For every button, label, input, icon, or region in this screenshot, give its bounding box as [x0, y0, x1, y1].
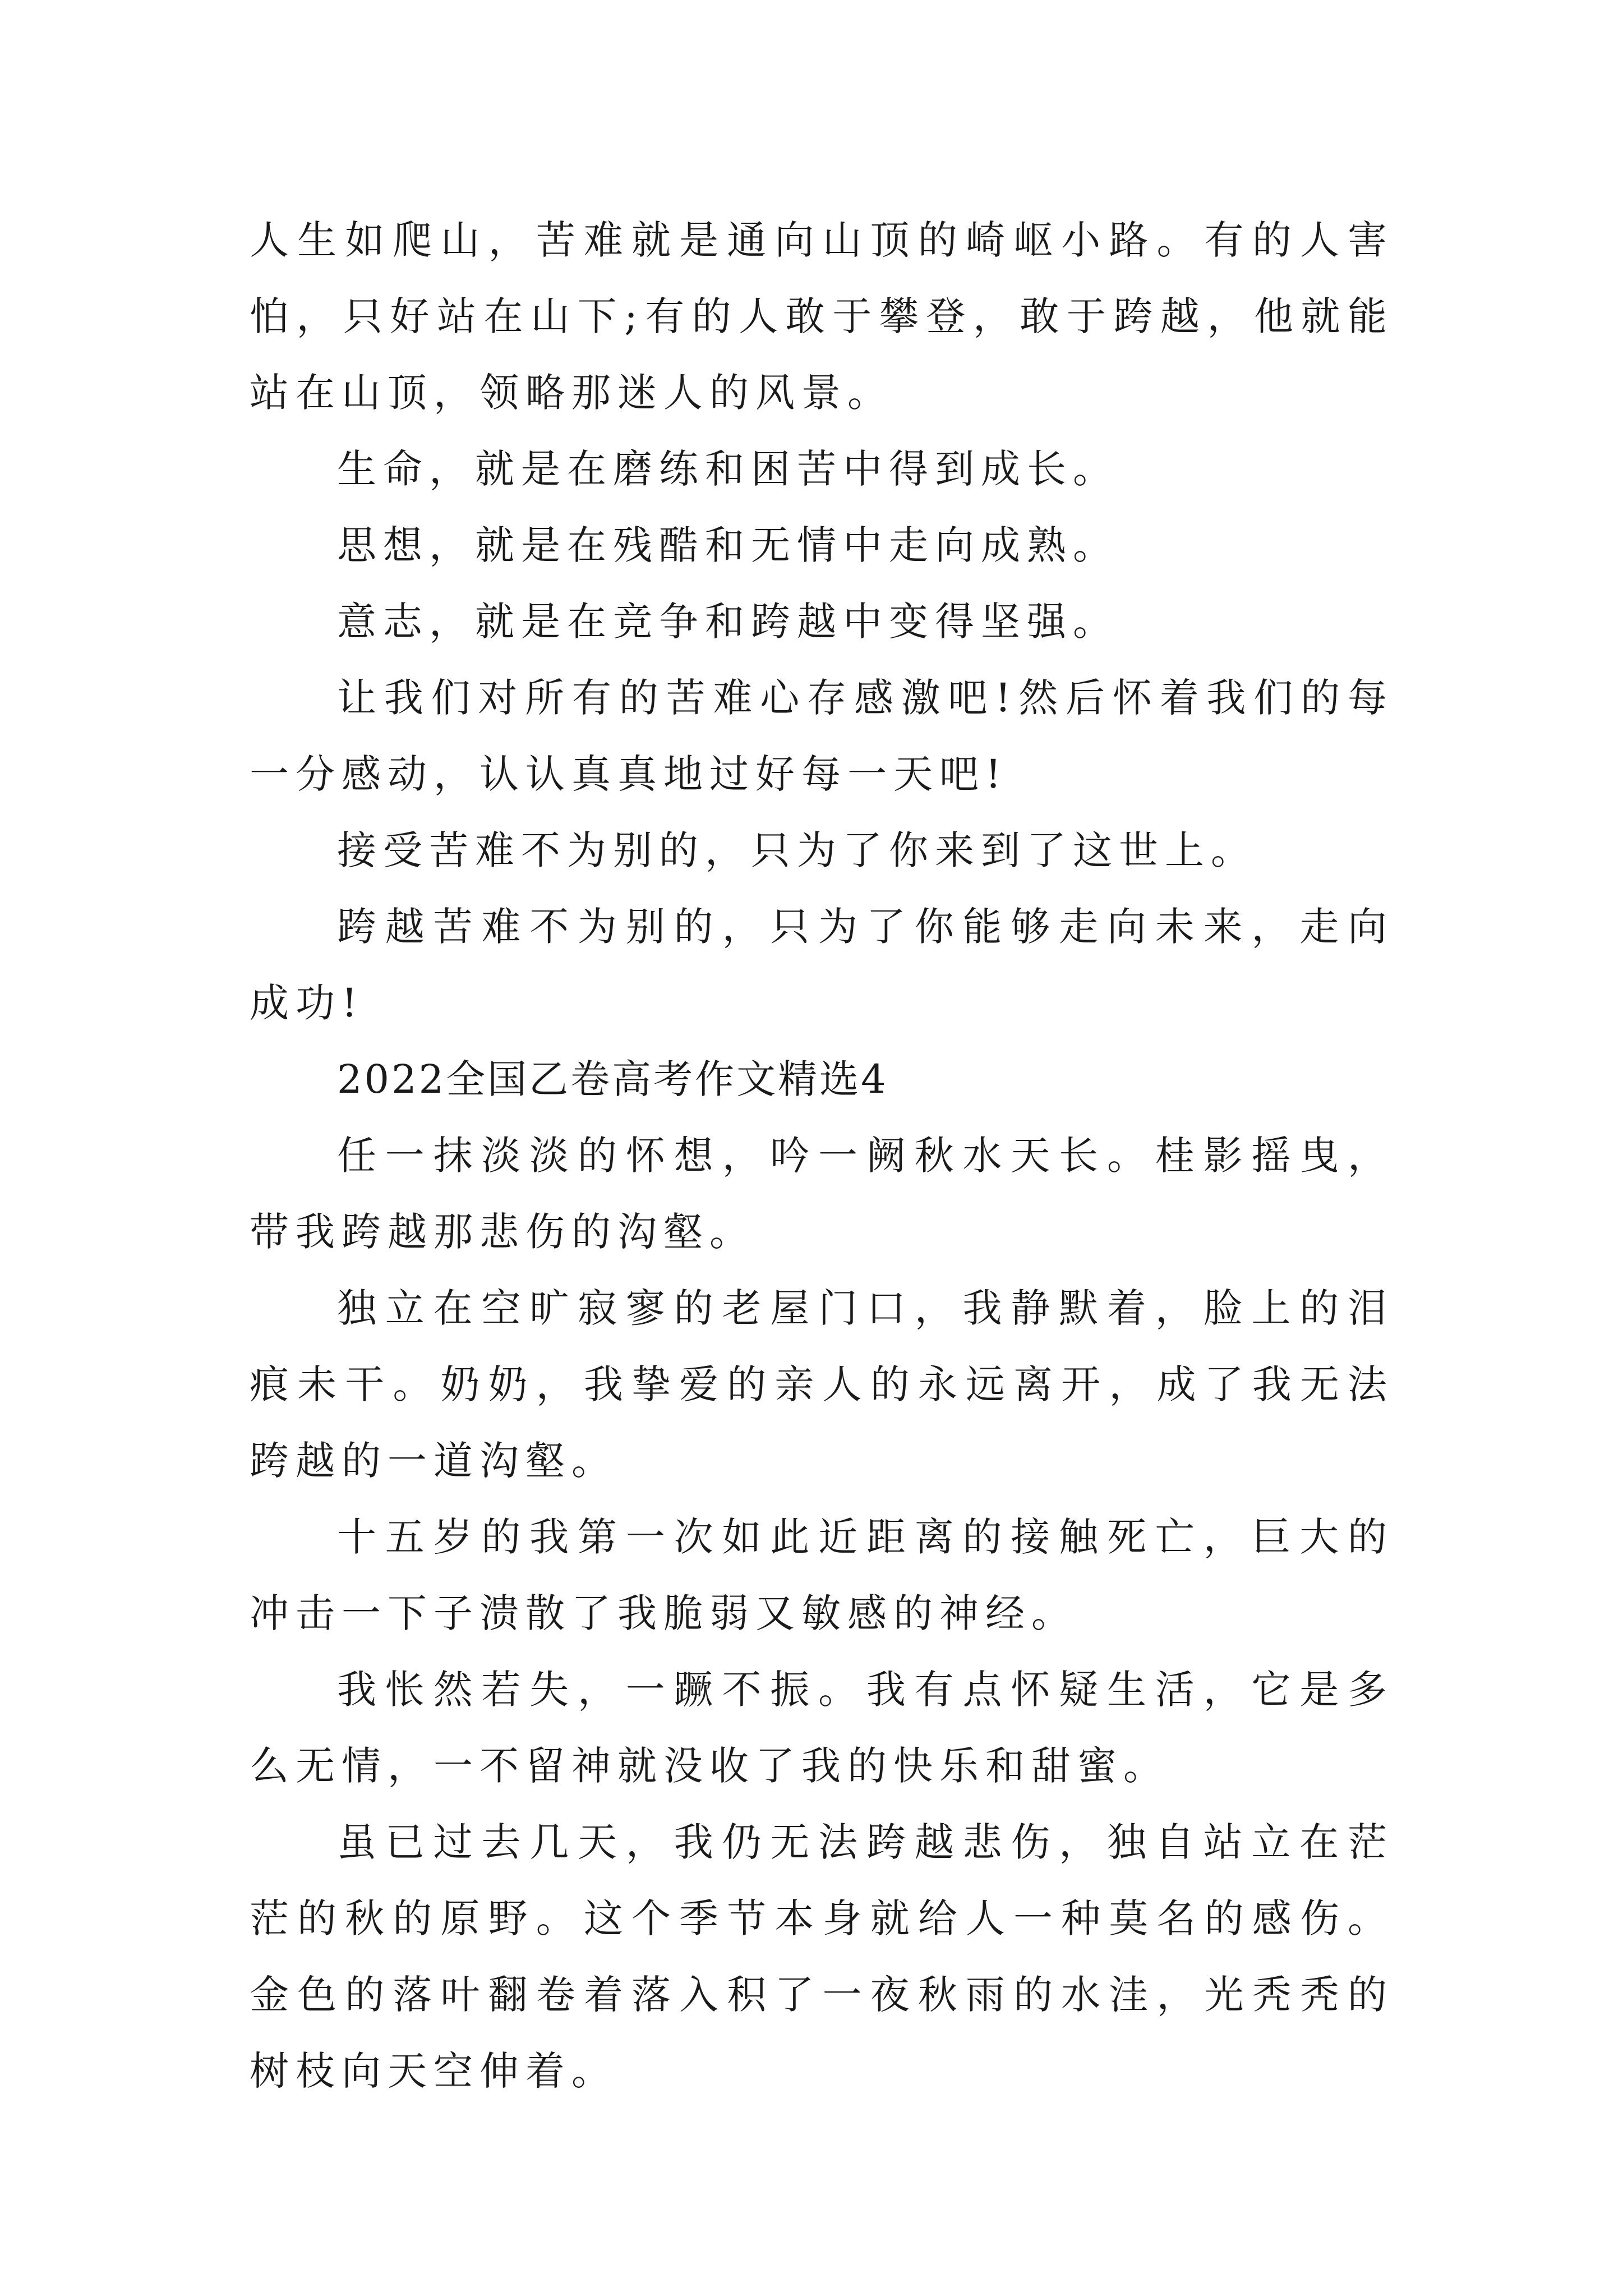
paragraph: 任一抹淡淡的怀想，吟一阙秋水天长。桂影摇曳，带我跨越那悲伤的沟壑。 — [250, 1133, 1394, 1255]
paragraph: 独立在空旷寂寥的老屋门口，我静默着，脸上的泪痕未干。奶奶，我挚爱的亲人的永远离开，成了我无法跨越的一道沟壑。 — [250, 1285, 1394, 1484]
paragraph: 跨越苦难不为别的，只为了你能够走向未来，走向成功! — [250, 904, 1394, 1026]
paragraph: 人生如爬山，苦难就是通向山顶的崎岖小路。有的人害怕，只好站在山下;有的人敢于攀登，敢于跨越，他就能站在山顶，领略那迷人的风景。 — [250, 217, 1394, 416]
paragraph: 意志，就是在竞争和跨越中变得坚强。 — [337, 599, 1119, 645]
section-heading: 2022全国乙卷高考作文精选4 — [337, 1056, 888, 1102]
paragraph: 让我们对所有的苦难心存感激吧!然后怀着我们的每一分感动，认认真真地过好每一天吧! — [250, 675, 1394, 797]
document-body — [250, 202, 1394, 2109]
paragraph: 生命，就是在磨练和困苦中得到成长。 — [337, 446, 1119, 492]
paragraph: 十五岁的我第一次如此近距离的接触死亡，巨大的冲击一下子溃散了我脆弱又敏感的神经。 — [250, 1514, 1394, 1636]
paragraph: 虽已过去几天，我仍无法跨越悲伤，独自站立在茫茫的秋的原野。这个季节本身就给人一种莫名的感伤。金色的落叶翻卷着落入积了一夜秋雨的水洼，光秃秃的树枝向天空伸着。 — [250, 1819, 1394, 2094]
paragraph: 我怅然若失，一蹶不振。我有点怀疑生活，它是多么无情，一不留神就没收了我的快乐和甜蜜。 — [250, 1667, 1394, 1789]
paragraph: 思想，就是在残酷和无情中走向成熟。 — [337, 522, 1119, 568]
paragraph: 接受苦难不为别的，只为了你来到了这世上。 — [337, 827, 1257, 873]
